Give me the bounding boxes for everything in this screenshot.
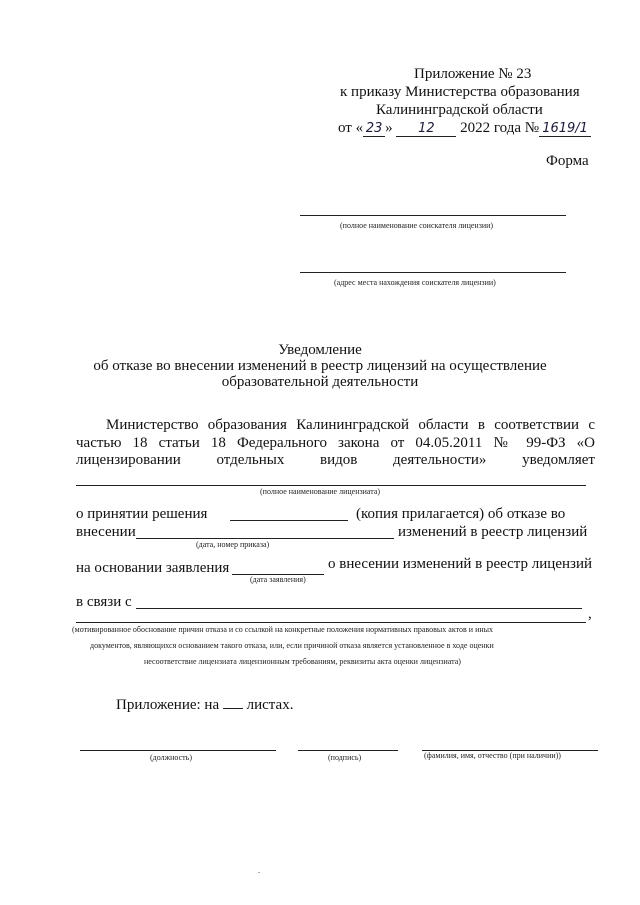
order-day: 23: [363, 121, 385, 137]
position-caption: (должность): [150, 753, 192, 762]
attachment-line: [116, 696, 293, 714]
entry-suffix: изменений в реестр лицензий: [398, 524, 588, 540]
licensee-name-line: [76, 485, 586, 486]
licensee-name-caption: (полное наименование лицензиата): [260, 487, 381, 496]
fullname-caption: (фамилия, имя, отчество (при наличии)): [424, 751, 561, 760]
reason-caption-2: документов, являющихся основанием такого отказа, или, если причиной отказа является установленное в ходе оценки: [90, 641, 494, 650]
statement-caption: (дата заявления): [250, 575, 306, 584]
reason-caption-1: (мотивированное обоснование причин отказа и со ссылкой на конкретные положения нормативных правовых актов и иных: [72, 625, 494, 634]
quote-close: »: [385, 120, 393, 136]
signature-caption: (подпись): [328, 753, 362, 762]
order-caption: (дата, номер приказа): [196, 540, 270, 549]
applicant-name-caption: (полное наименование соискателя лицензии): [340, 221, 494, 230]
attachment-suffix: листах.: [246, 697, 294, 713]
order-date-line: [338, 120, 591, 137]
order-reference: к приказу Министерства образования: [340, 84, 580, 100]
signature-line: [298, 750, 398, 751]
order-blank: [136, 538, 394, 539]
body-line-1: Министерство образования Калининградской области в соответствии с: [106, 417, 595, 433]
body-line-3: лицензировании отдельных видов деятельности» уведомляет: [76, 452, 595, 468]
footer-mark: .: [258, 866, 260, 875]
applicant-name-line: [300, 215, 566, 216]
basis-prefix: на основании заявления: [76, 560, 230, 576]
applicant-address-line: [300, 272, 566, 273]
reason-comma: ,: [588, 606, 592, 622]
notice-title: Уведомление: [278, 342, 362, 358]
reason-caption-3: несоответствие лицензиата лицензионным требованиям, реквизиты акта оценки лицензиата): [144, 657, 461, 666]
reason-line-1: [136, 608, 582, 609]
decision-blank: [230, 520, 348, 521]
notice-subtitle-2: образовательной деятельности: [221, 374, 419, 390]
date-prefix: от «: [338, 120, 364, 136]
order-month: 12: [396, 121, 456, 137]
year-text: 2022 года №: [460, 120, 540, 136]
reason-line-2: [76, 622, 586, 623]
appendix-number: Приложение № 23: [414, 66, 532, 82]
reason-prefix: в связи с: [76, 594, 132, 610]
decision-suffix: (копия прилагается) об отказе во: [356, 506, 566, 522]
position-line: [80, 750, 276, 751]
notice-subtitle-1: об отказе во внесении изменений в реестр лицензий на осуществление: [93, 358, 547, 374]
applicant-address-caption: (адрес места нахождения соискателя лицензии): [334, 278, 496, 287]
entry-prefix: внесении: [76, 524, 136, 540]
region-name: Калининградской области: [376, 102, 543, 118]
basis-suffix: о внесении изменений в реестр лицензий: [328, 556, 593, 572]
order-number: 1619/1: [539, 121, 591, 137]
decision-prefix: о принятии решения: [76, 506, 208, 522]
form-label: Форма: [546, 153, 589, 169]
attachment-prefix: Приложение: на: [116, 697, 220, 713]
body-line-2: частью 18 статьи 18 Федерального закона от 04.05.2011 № 99-ФЗ «О: [76, 435, 595, 451]
sheet-count-blank: [223, 696, 243, 709]
